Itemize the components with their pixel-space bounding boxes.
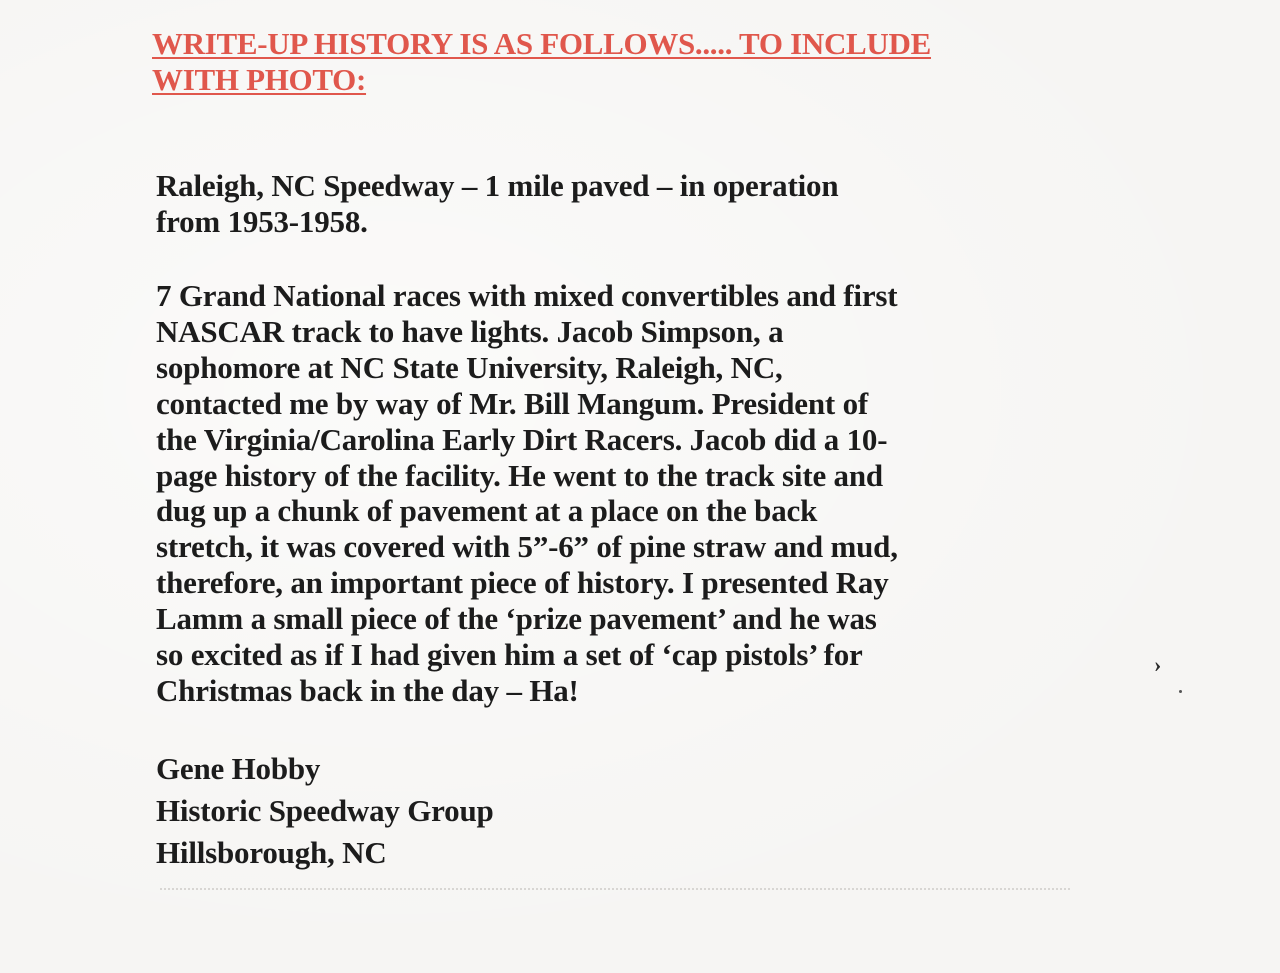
text-line: stretch, it was covered with 5”-6” of pine straw and mud,	[156, 529, 898, 565]
scan-speck	[1179, 690, 1182, 693]
margin-mark: ›	[1154, 652, 1162, 677]
paragraph-speedway-intro	[156, 168, 1076, 240]
text-line: Raleigh, NC Speedway – 1 mile paved – in operation	[156, 168, 839, 203]
text-line: from 1953-1958.	[156, 203, 368, 239]
signature-organization: Historic Speedway Group	[156, 793, 494, 828]
text-line: NASCAR track to have lights. Jacob Simpson, a	[156, 313, 784, 349]
faint-scan-line	[160, 888, 1070, 890]
signature-location: Hillsborough, NC	[156, 835, 387, 870]
signature-block	[156, 748, 1076, 874]
text-line: the Virginia/Carolina Early Dirt Racers. Jacob did a 10-	[156, 421, 888, 457]
text-line: Christmas back in the day – Ha!	[156, 672, 579, 708]
paragraph-history	[156, 278, 1076, 709]
text-line: sophomore at NC State University, Raleigh, NC,	[156, 349, 783, 385]
text-line: dug up a chunk of pavement at a place on the back	[156, 493, 818, 529]
text-line: therefore, an important piece of history. I presented Ray	[156, 565, 889, 601]
text-line: page history of the facility. He went to the track site and	[156, 457, 883, 493]
signature-name: Gene Hobby	[156, 751, 321, 786]
text-line: so excited as if I had given him a set of ‘cap pistols’ for	[156, 637, 863, 673]
text-line: Lamm a small piece of the ‘prize pavement’ and he was	[156, 601, 877, 637]
text-line: contacted me by way of Mr. Bill Mangum. President of	[156, 385, 869, 421]
page-header	[152, 26, 1032, 98]
header-line-1: WRITE-UP HISTORY IS AS FOLLOWS..... TO INCLUDE	[152, 26, 931, 61]
header-line-2: WITH PHOTO:	[152, 62, 367, 97]
text-line: 7 Grand National races with mixed convertibles and first	[156, 278, 898, 313]
